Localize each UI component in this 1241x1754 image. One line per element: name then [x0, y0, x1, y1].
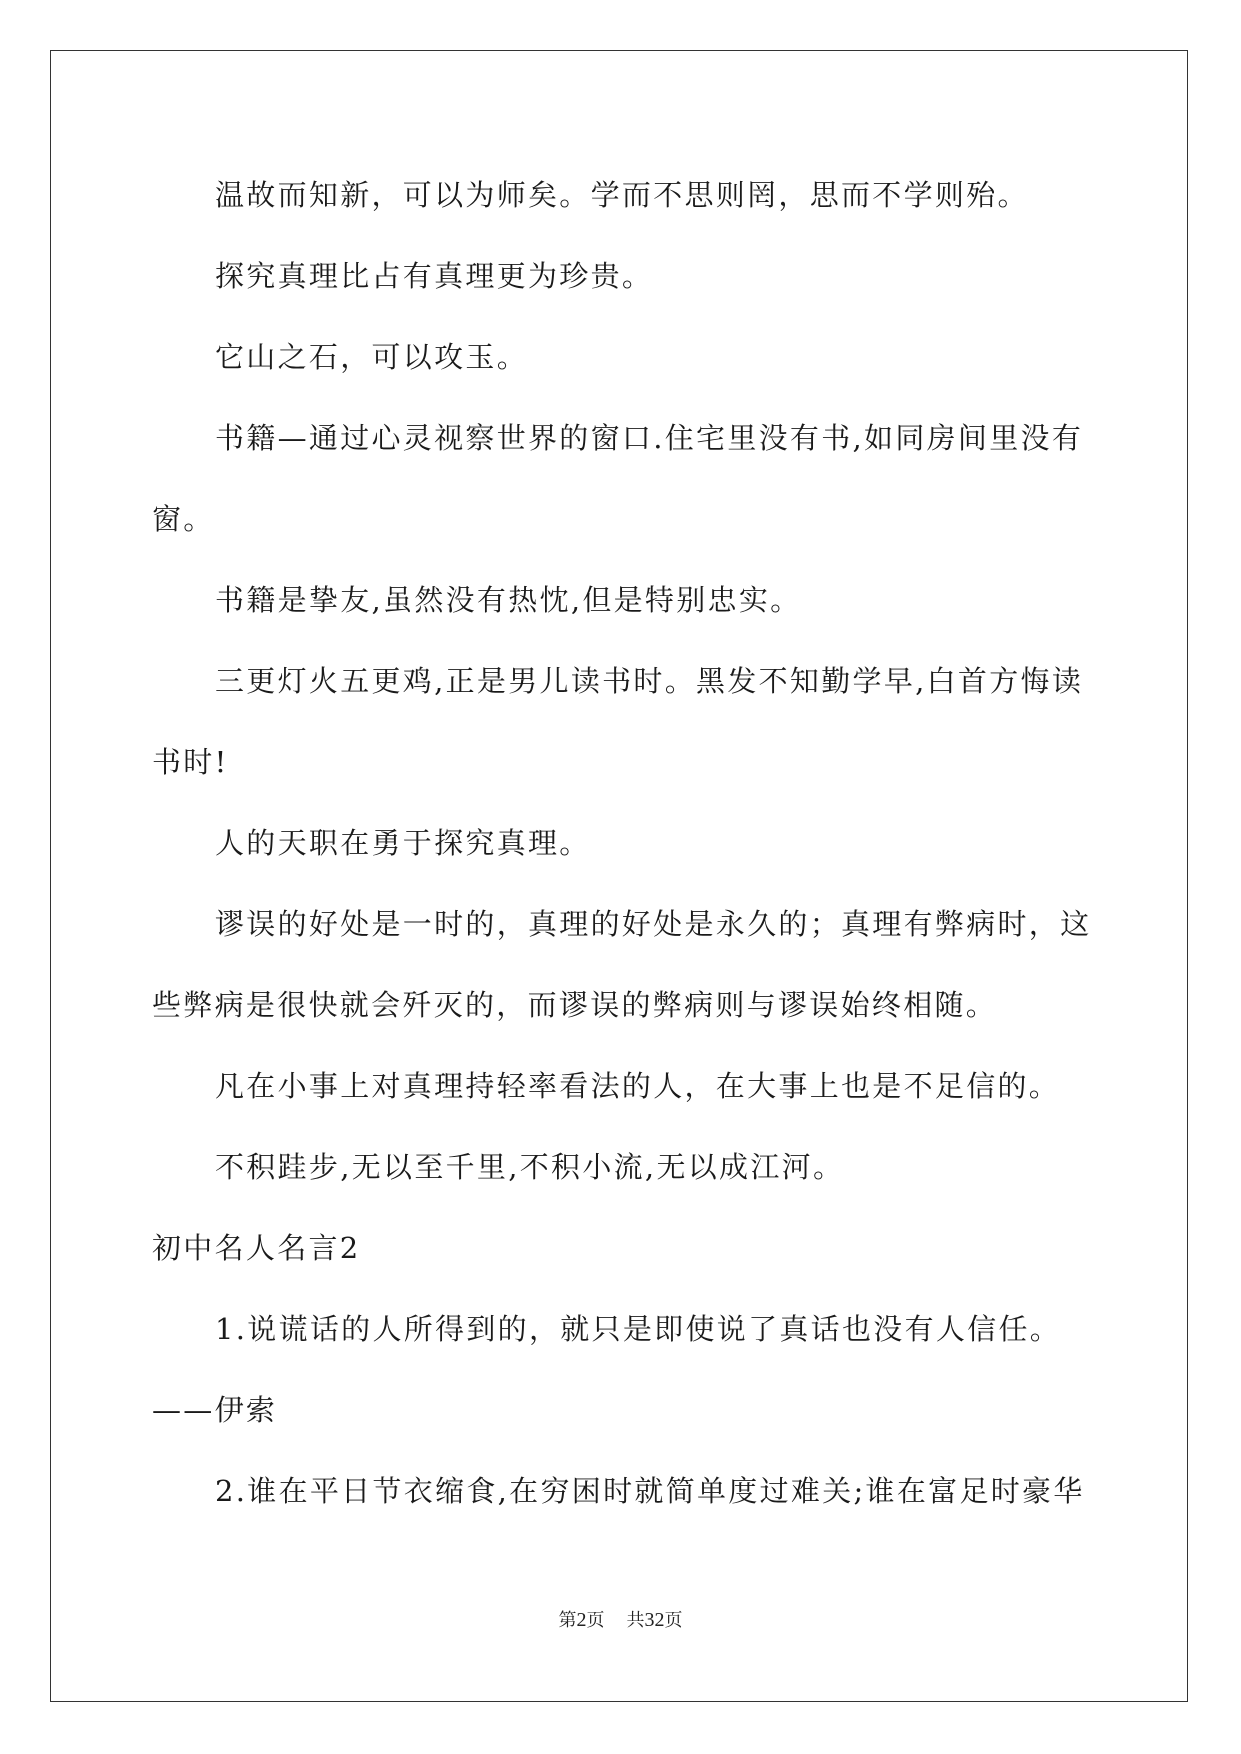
page-footer [0, 1606, 1241, 1632]
document-body [152, 155, 1092, 1532]
paragraph-8: 谬误的好处是一时的，真理的好处是永久的；真理有弊病时，这些弊病是很快就会歼灭的，而谬误的弊病则与谬误始终相随。 [152, 907, 1092, 1022]
paragraph-3: 它山之石，可以攻玉。 [215, 340, 529, 374]
paragraph-1: 温故而知新，可以为师矣。学而不思则罔，思而不学则殆。 [215, 178, 1029, 212]
paragraph-5: 书籍是挚友,虽然没有热忱,但是特别忠实。 [215, 583, 802, 617]
paragraph-7: 人的天职在勇于探究真理。 [215, 826, 591, 860]
page-suffix: 页 [586, 1610, 605, 1631]
quote-2: 2.谁在平日节衣缩食,在穷困时就简单度过难关;谁在富足时豪华 [215, 1474, 1085, 1508]
paragraph-2: 探究真理比占有真理更为珍贵。 [215, 259, 654, 293]
paragraph-4: 书籍—通过心灵视察世界的窗口.住宅里没有书,如同房间里没有窗。 [152, 421, 1084, 536]
total-suffix: 页 [664, 1610, 683, 1631]
quote-1: 1.说谎话的人所得到的，就只是即使说了真话也没有人信任。——伊索 [152, 1312, 1062, 1427]
total-pages: 32 [644, 1609, 665, 1631]
paragraph-10: 不积跬步,无以至千里,不积小流,无以成江河。 [215, 1150, 845, 1184]
total-prefix: 共 [626, 1610, 645, 1631]
paragraph-6: 三更灯火五更鸡,正是男儿读书时。黑发不知勤学早,白首方悔读书时! [152, 664, 1084, 779]
section-heading: 初中名人名言2 [152, 1231, 361, 1265]
page-prefix: 第 [558, 1610, 577, 1631]
paragraph-9: 凡在小事上对真理持轻率看法的人，在大事上也是不足信的。 [215, 1069, 1061, 1103]
page-number: 2 [576, 1609, 587, 1631]
